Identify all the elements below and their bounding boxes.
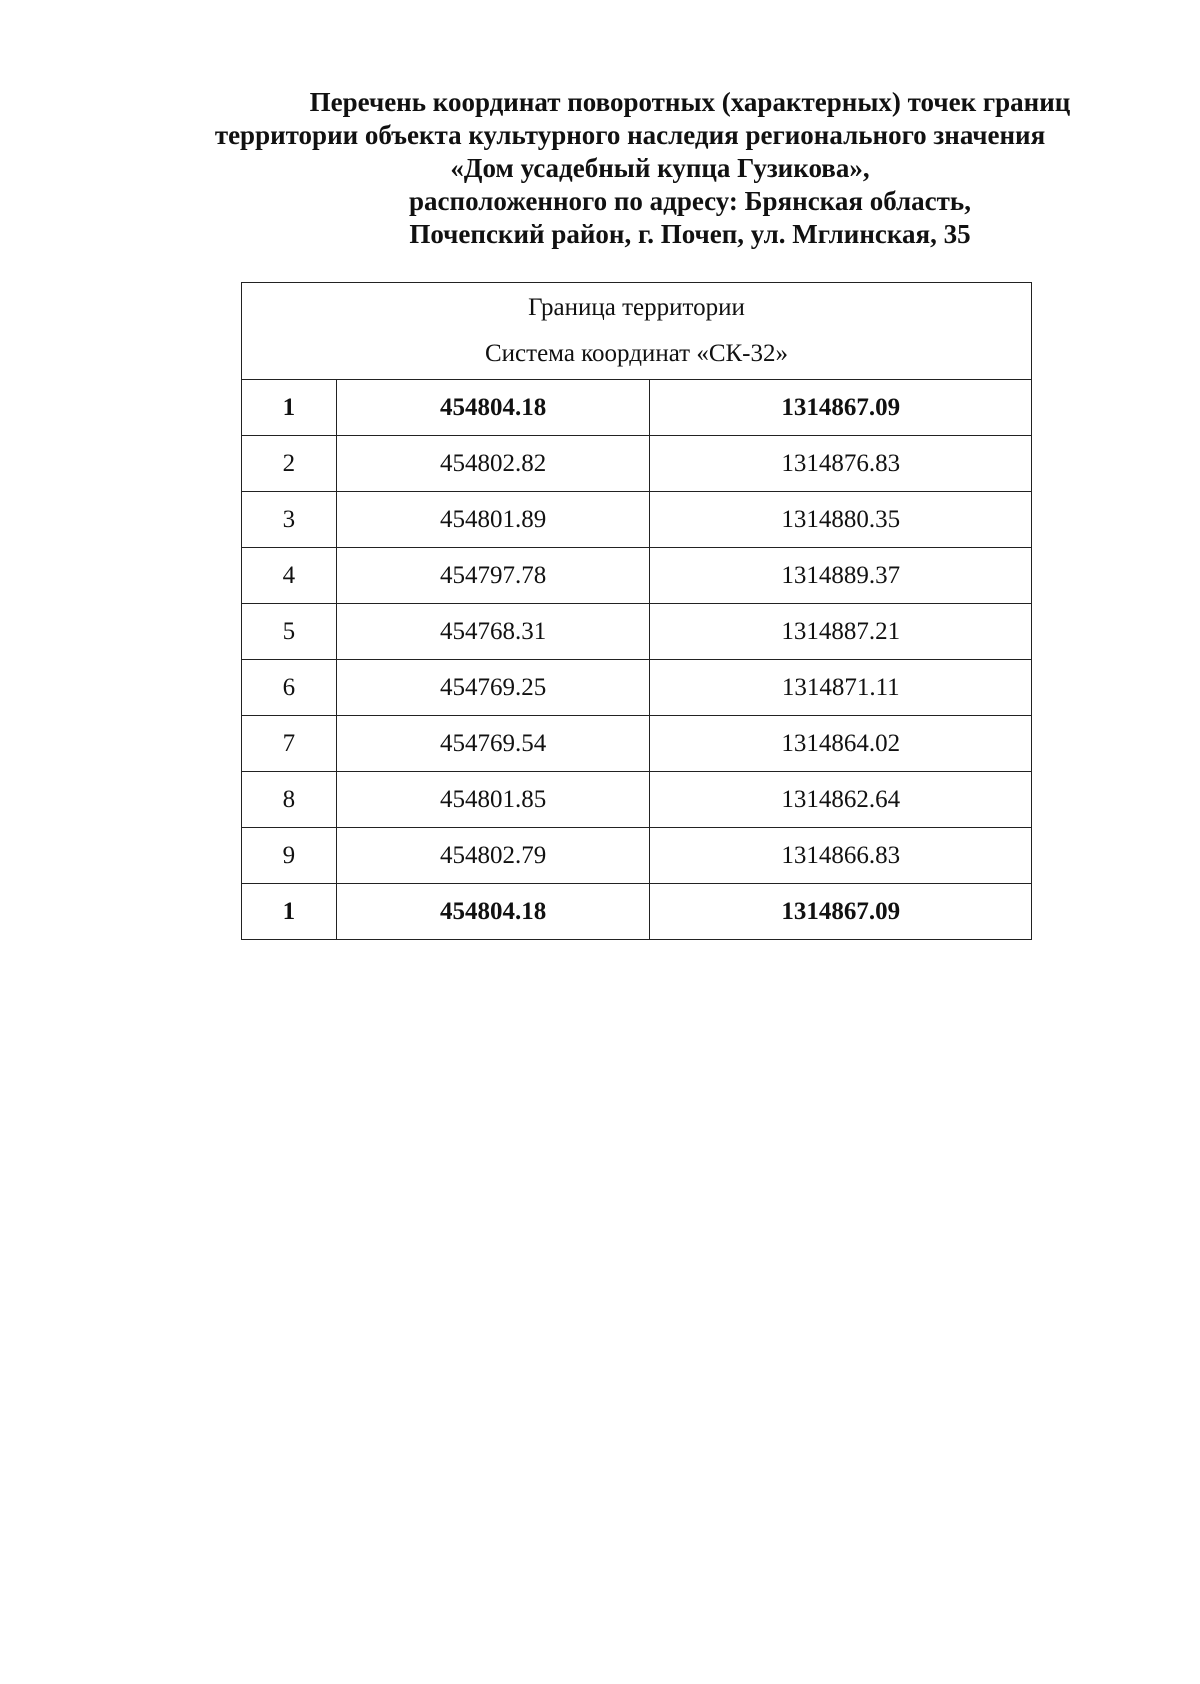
point-number-cell: 5	[242, 604, 337, 660]
coordinates-table-body	[242, 283, 1032, 940]
x-coordinate-cell: 454802.82	[336, 436, 650, 492]
table-row	[242, 772, 1032, 828]
table-row	[242, 604, 1032, 660]
y-coordinate-cell: 1314889.37	[650, 548, 1032, 604]
point-number-cell: 2	[242, 436, 337, 492]
table-header-coordinate-system: Система координат «СК-32»	[485, 340, 788, 367]
document-title	[180, 86, 1080, 251]
x-coordinate-cell: 454801.85	[336, 772, 650, 828]
y-coordinate-cell: 1314864.02	[650, 716, 1032, 772]
point-number-cell: 1	[242, 380, 337, 436]
point-number-cell: 9	[242, 828, 337, 884]
y-coordinate-cell: 1314867.09	[650, 884, 1032, 940]
table-row	[242, 716, 1032, 772]
x-coordinate-cell: 454768.31	[336, 604, 650, 660]
x-coordinate-cell: 454804.18	[336, 884, 650, 940]
table-row	[242, 492, 1032, 548]
table-row	[242, 884, 1032, 940]
y-coordinate-cell: 1314867.09	[650, 380, 1032, 436]
title-line-1: Перечень координат поворотных (характерных) точек границ	[309, 87, 1071, 117]
point-number-cell: 3	[242, 492, 337, 548]
x-coordinate-cell: 454769.25	[336, 660, 650, 716]
y-coordinate-cell: 1314871.11	[650, 660, 1032, 716]
x-coordinate-cell: 454769.54	[336, 716, 650, 772]
title-line-3: «Дом усадебный купца Гузикова»,	[450, 153, 870, 183]
table-header-boundary: Граница территории	[528, 294, 745, 321]
title-line-5: Почепский район, г. Почеп, ул. Мглинская, 35	[409, 219, 971, 249]
point-number-cell: 4	[242, 548, 337, 604]
table-header-cell	[242, 283, 1032, 380]
y-coordinate-cell: 1314887.21	[650, 604, 1032, 660]
y-coordinate-cell: 1314866.83	[650, 828, 1032, 884]
x-coordinate-cell: 454804.18	[336, 380, 650, 436]
point-number-cell: 7	[242, 716, 337, 772]
x-coordinate-cell: 454802.79	[336, 828, 650, 884]
table-row	[242, 828, 1032, 884]
x-coordinate-cell: 454801.89	[336, 492, 650, 548]
y-coordinate-cell: 1314880.35	[650, 492, 1032, 548]
table-row	[242, 380, 1032, 436]
table-row	[242, 436, 1032, 492]
coordinates-table	[241, 282, 1032, 940]
title-line-4: расположенного по адресу: Брянская область,	[409, 186, 971, 216]
y-coordinate-cell: 1314876.83	[650, 436, 1032, 492]
table-row	[242, 548, 1032, 604]
table-row	[242, 660, 1032, 716]
title-line-2: территории объекта культурного наследия регионального значения	[214, 120, 1046, 150]
point-number-cell: 6	[242, 660, 337, 716]
y-coordinate-cell: 1314862.64	[650, 772, 1032, 828]
point-number-cell: 8	[242, 772, 337, 828]
x-coordinate-cell: 454797.78	[336, 548, 650, 604]
table-header-row	[242, 283, 1032, 380]
point-number-cell: 1	[242, 884, 337, 940]
